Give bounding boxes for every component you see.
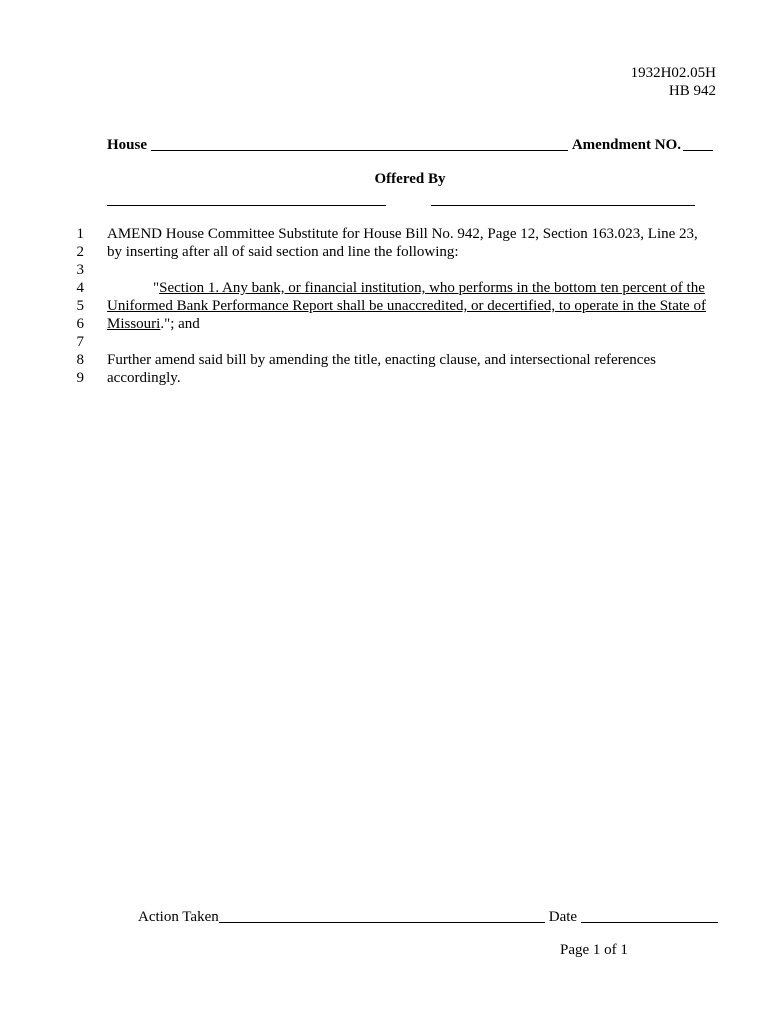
amendment-body (107, 225, 717, 387)
line-number: 6 (76, 316, 84, 332)
action-taken-row (138, 906, 718, 926)
action-taken-label: Action Taken (138, 909, 219, 925)
body-line-2: by inserting after all of said section and line the following: (107, 244, 459, 260)
amendment-header-row (107, 134, 713, 154)
inserted-text: Missouri (107, 316, 161, 332)
doc-number: 1932H02.05H (630, 65, 716, 81)
offered-by-label: Offered By (374, 171, 446, 187)
offered-by-signature-line-right (431, 205, 695, 206)
line-number: 7 (76, 334, 84, 350)
section-end: ."; and (160, 316, 200, 332)
house-label: House (107, 137, 148, 153)
inserted-text: Uniformed Bank Performance Report shall be unaccredited, or decertified, to operate in the State of (107, 298, 706, 314)
line-number: 3 (76, 262, 84, 278)
line-number: 4 (76, 280, 84, 296)
line-number: 1 (76, 226, 84, 242)
amendment-number-label: Amendment NO. (571, 137, 681, 153)
inserted-text: Section 1. Any bank, or financial institution, who performs in the bottom ten percent of the (159, 280, 705, 296)
amendment-number-blank (683, 150, 713, 151)
offered-by-signature-line-left (107, 205, 386, 206)
bill-number: HB 942 (668, 83, 716, 99)
open-quote: " (153, 280, 160, 296)
body-line-8: Further amend said bill by amending the title, enacting clause, and intersectional references (107, 352, 656, 368)
line-number: 2 (76, 244, 84, 260)
body-line-1: AMEND House Committee Substitute for House Bill No. 942, Page 12, Section 163.023, Line 23, (107, 226, 698, 242)
line-number: 8 (76, 352, 84, 368)
body-line-9: accordingly. (107, 370, 181, 386)
line-number: 5 (76, 298, 84, 314)
line-numbers (60, 225, 84, 387)
blank-line (107, 261, 717, 279)
document-identifier (631, 64, 716, 100)
date-line (581, 922, 718, 923)
section-line-2 (107, 297, 717, 315)
blank-line (107, 333, 717, 351)
date-label: Date (548, 909, 578, 925)
line-number: 9 (76, 370, 84, 386)
page-number: Page 1 of 1 (560, 942, 628, 958)
action-taken-line (219, 922, 545, 923)
section-line-3 (107, 315, 717, 333)
section-line-1 (107, 279, 717, 297)
house-blank-line (151, 150, 568, 151)
